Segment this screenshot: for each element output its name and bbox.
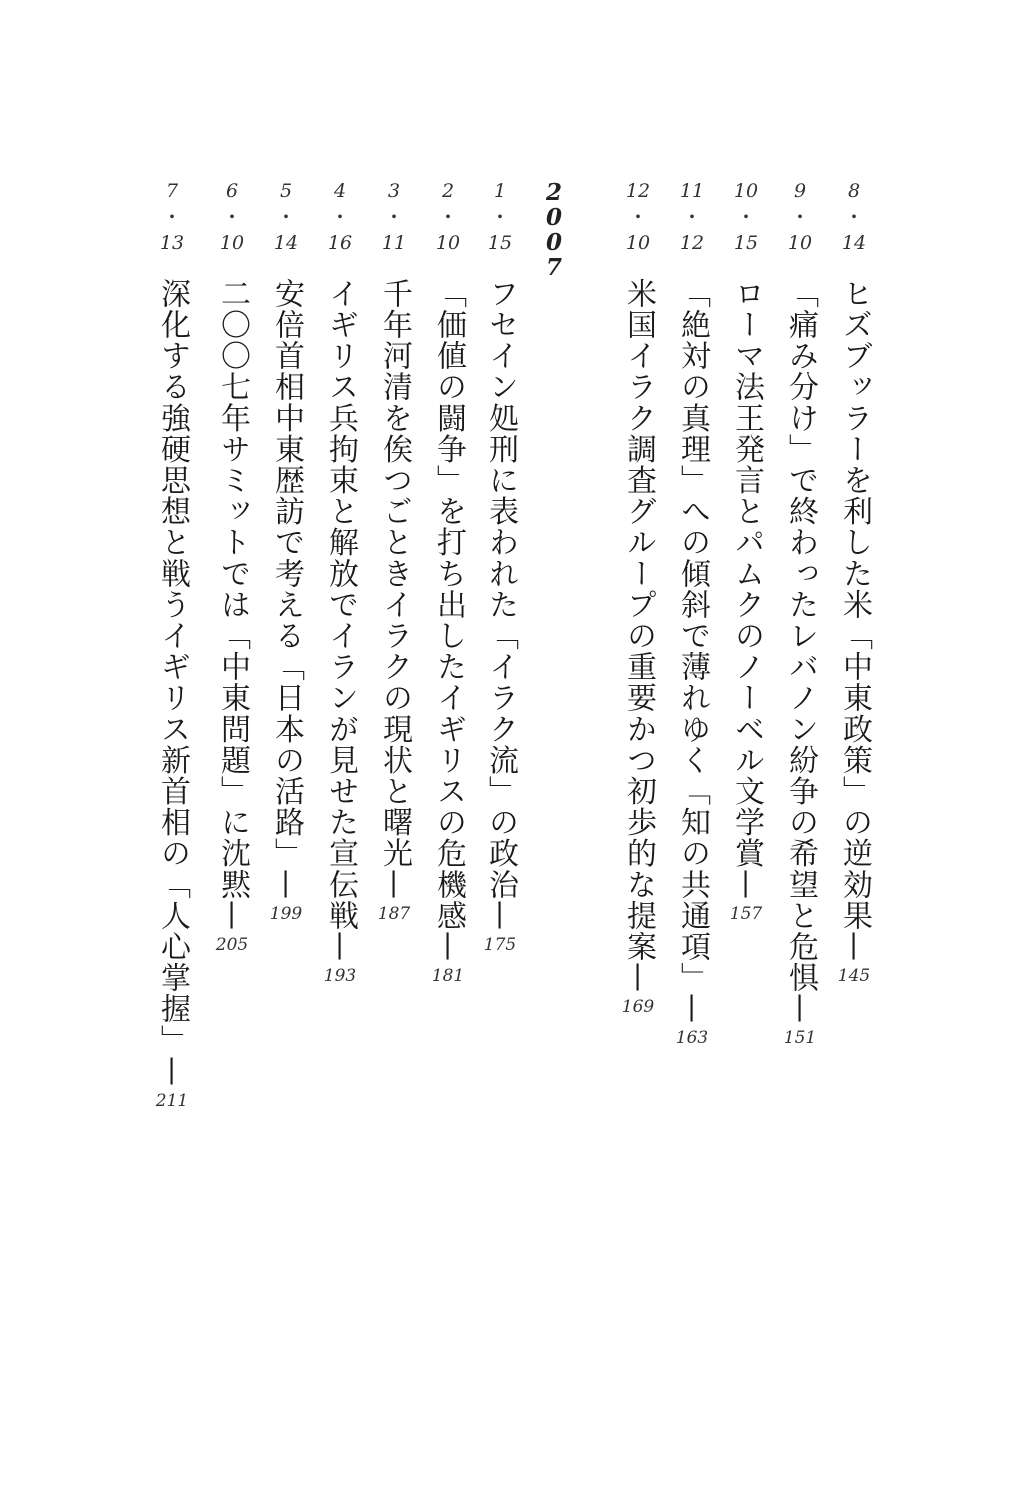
entry-date	[436, 178, 460, 264]
entry-month: 6	[225, 180, 239, 202]
toc-entry	[668, 178, 716, 1048]
entry-day: 15	[733, 232, 759, 254]
entry-month: 7	[165, 180, 179, 202]
entry-day: 10	[787, 232, 813, 254]
entry-title	[377, 278, 412, 901]
entry-page-number: 211	[155, 1090, 189, 1111]
year-heading	[537, 180, 571, 280]
date-separator: ・	[330, 205, 350, 229]
entry-title	[155, 278, 190, 1087]
toc-entry	[614, 178, 662, 1017]
entry-title-text: 「価値の闘争」を打ち出したイギリスの危機感	[431, 278, 466, 932]
toc-entry	[476, 178, 524, 955]
entry-title	[483, 278, 518, 932]
entry-date	[382, 178, 406, 264]
toc-entry	[316, 178, 364, 986]
entry-day: 13	[159, 232, 185, 254]
date-separator: ・	[844, 205, 864, 229]
entry-page-number: 181	[431, 966, 465, 987]
entry-title-text: 千年河清を俟つごときイラクの現状と曙光	[377, 278, 412, 869]
leader-dash: —	[675, 993, 710, 1025]
entry-title	[431, 278, 466, 963]
entry-title-text: 米国イラク調査グループの重要かつ初歩的な提案	[621, 278, 656, 963]
date-separator: ・	[438, 205, 458, 229]
entry-month: 4	[333, 180, 347, 202]
entry-title-text: 「絶対の真理」への傾斜で薄れゆく「知の共通項」	[675, 278, 710, 994]
entry-page-number: 193	[323, 966, 357, 987]
entry-month: 12	[625, 180, 651, 202]
entry-day: 14	[273, 232, 299, 254]
entry-date	[274, 178, 298, 264]
entry-page-number: 205	[215, 935, 249, 956]
date-separator: ・	[162, 205, 182, 229]
date-separator: ・	[222, 205, 242, 229]
entry-day: 15	[487, 232, 513, 254]
year-digit: 2	[545, 179, 562, 206]
toc-entry	[830, 178, 878, 986]
entry-page-number: 175	[483, 935, 517, 956]
entry-date	[842, 178, 866, 264]
entry-title	[621, 278, 656, 994]
date-separator: ・	[384, 205, 404, 229]
toc-entry	[262, 178, 310, 924]
entry-day: 10	[435, 232, 461, 254]
entry-title-text: 二〇〇七年サミットでは「中東問題」に沈黙	[215, 278, 250, 900]
entry-day: 10	[219, 232, 245, 254]
leader-dash: —	[483, 900, 518, 932]
leader-dash: —	[431, 931, 466, 963]
date-separator: ・	[736, 205, 756, 229]
entry-month: 5	[279, 180, 293, 202]
entry-title-text: 深化する強硬思想と戦うイギリス新首相の「人心掌握」	[155, 278, 190, 1056]
leader-dash: —	[377, 868, 412, 901]
entry-title	[269, 278, 304, 901]
entry-title-text: フセイン処刑に表われた「イラク流」の政治	[483, 278, 518, 900]
entry-title-text: ヒズブッラーを利した米「中東政策」の逆効果	[837, 278, 872, 932]
entry-date	[788, 178, 812, 264]
entry-month: 11	[679, 180, 705, 202]
entry-day: 16	[327, 232, 353, 254]
entry-month: 3	[387, 180, 401, 202]
entry-month: 9	[793, 180, 807, 202]
year-digit: 0	[545, 229, 562, 256]
leader-dash: —	[729, 868, 764, 901]
entry-month: 10	[733, 180, 759, 202]
entry-page-number: 187	[377, 904, 411, 925]
entry-date	[734, 178, 758, 264]
year-digit: 0	[545, 204, 562, 231]
entry-day: 14	[841, 232, 867, 254]
toc-entry	[776, 178, 824, 1048]
date-separator: ・	[628, 205, 648, 229]
entry-date	[680, 178, 704, 264]
leader-dash: —	[215, 900, 250, 932]
toc-entry	[722, 178, 770, 924]
date-separator: ・	[276, 205, 296, 229]
toc-entry	[424, 178, 472, 986]
entry-month: 1	[493, 180, 507, 202]
entry-title-text: 安倍首相中東歴訪で考える「日本の活路」	[269, 278, 304, 869]
entry-title	[783, 278, 818, 1025]
entry-title	[323, 278, 358, 963]
entry-month: 8	[847, 180, 861, 202]
entry-page-number: 157	[729, 904, 763, 925]
entry-day: 11	[381, 232, 407, 254]
entry-page-number: 151	[783, 1028, 817, 1049]
entry-date	[626, 178, 650, 264]
entry-title-text: 「痛み分け」で終わったレバノン紛争の希望と危惧	[783, 278, 818, 994]
toc-entry	[208, 178, 256, 955]
date-separator: ・	[790, 205, 810, 229]
entry-page-number: 163	[675, 1028, 709, 1049]
toc-entry	[370, 178, 418, 924]
date-separator: ・	[682, 205, 702, 229]
leader-dash: —	[621, 962, 656, 994]
entry-title	[215, 278, 250, 932]
entry-title-text: ローマ法王発言とパムクのノーベル文学賞	[729, 278, 764, 869]
leader-dash: —	[323, 931, 358, 963]
entry-month: 2	[441, 180, 455, 202]
entry-title	[837, 278, 872, 963]
entry-page-number: 169	[621, 997, 655, 1018]
leader-dash: —	[155, 1055, 190, 1087]
entry-date	[220, 178, 244, 264]
entry-date	[328, 178, 352, 264]
entry-day: 12	[679, 232, 705, 254]
entry-date	[488, 178, 512, 264]
entry-date	[160, 178, 184, 264]
leader-dash: —	[783, 993, 818, 1025]
leader-dash: —	[269, 868, 304, 901]
entry-title	[675, 278, 710, 1025]
leader-dash: —	[837, 931, 872, 963]
date-separator: ・	[490, 205, 510, 229]
entry-title	[729, 278, 764, 901]
toc-entry	[148, 178, 196, 1111]
entry-page-number: 199	[269, 904, 303, 925]
year-digit: 7	[545, 254, 562, 281]
entry-page-number: 145	[837, 966, 871, 987]
entry-title-text: イギリス兵拘束と解放でイランが見せた宣伝戦	[323, 278, 358, 932]
entry-day: 10	[625, 232, 651, 254]
